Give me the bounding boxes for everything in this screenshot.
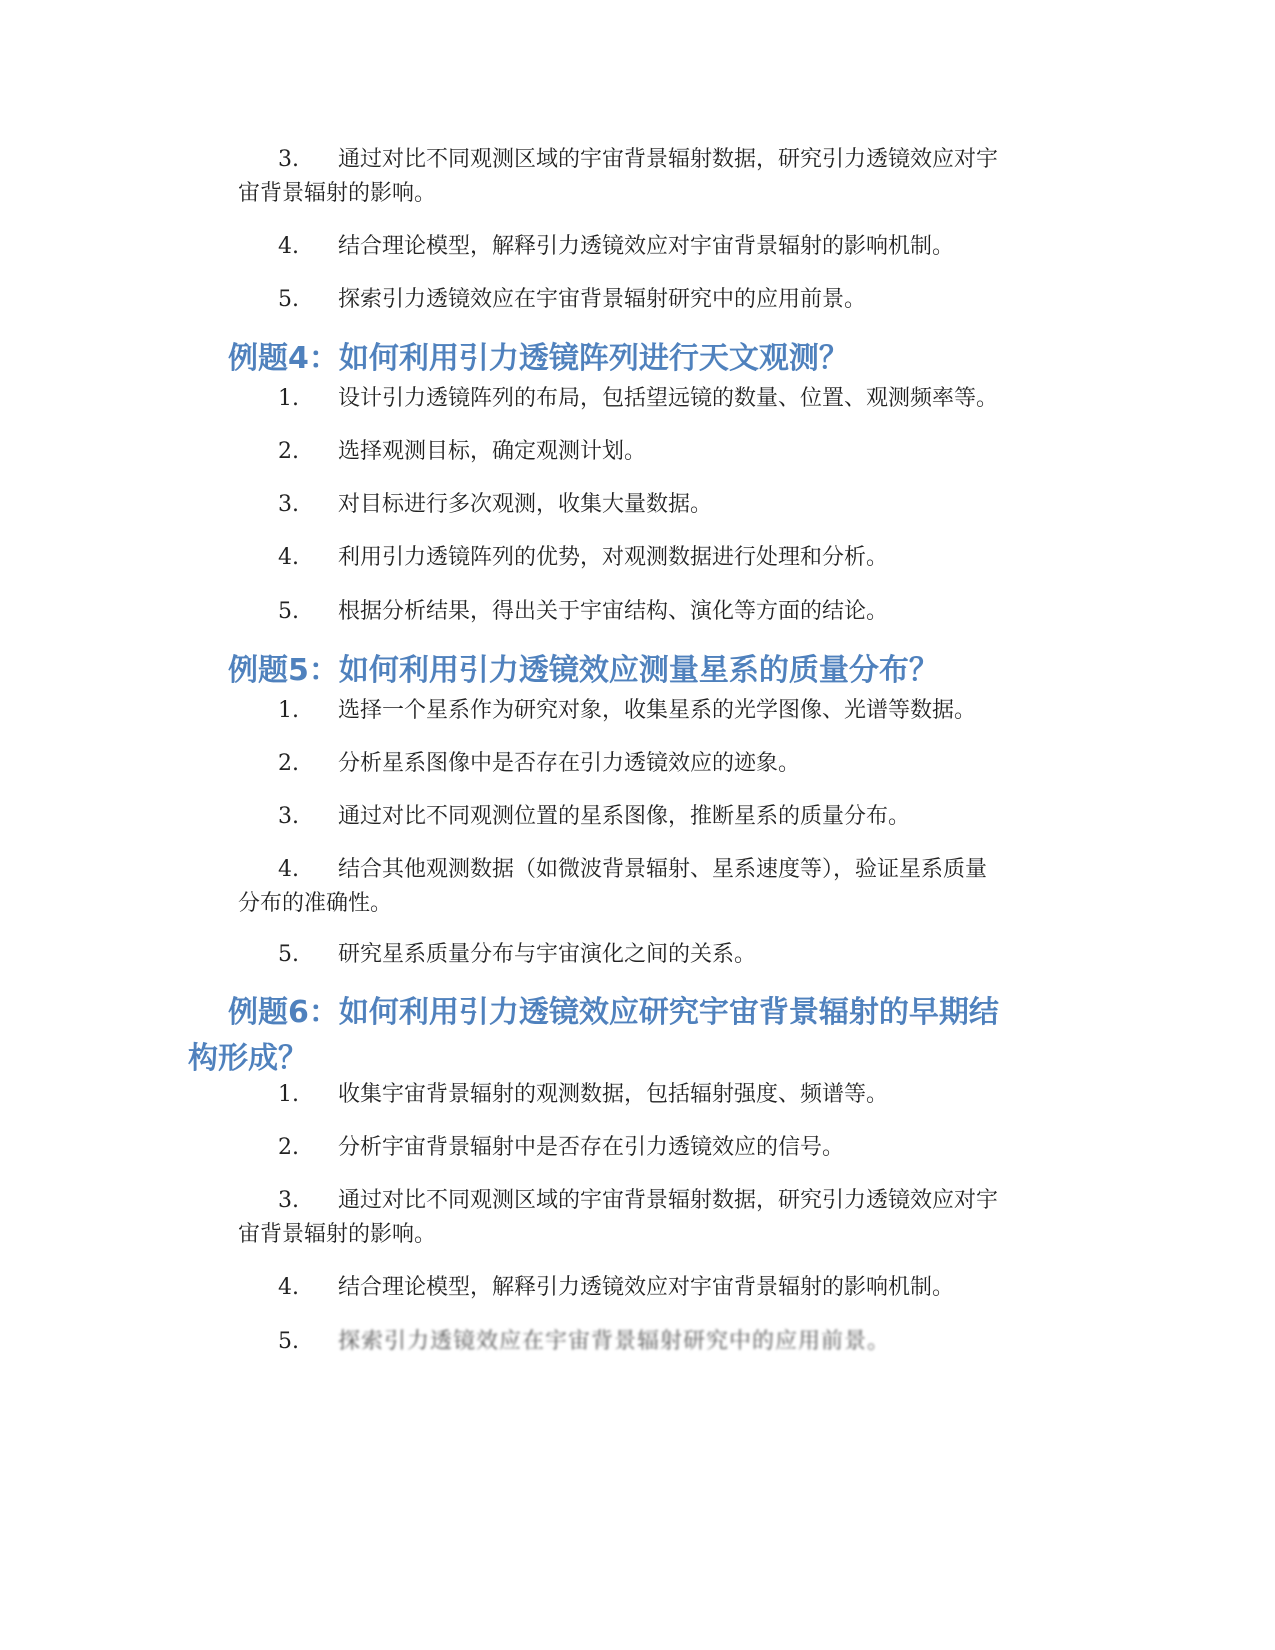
item-number: 5. xyxy=(278,942,299,967)
item-text: 选择观测目标，确定观测计划。 xyxy=(338,439,647,464)
item-text: 对目标进行多次观测，收集大量数据。 xyxy=(338,492,713,517)
item-number: 3. xyxy=(278,804,299,829)
item-number: 3. xyxy=(278,1188,299,1213)
item-text: 通过对比不同观测区域的宇宙背景辐射数据，研究引力透镜效应对宇 xyxy=(338,1188,999,1213)
item-text: 结合理论模型，解释引力透镜效应对宇宙背景辐射的影响机制。 xyxy=(338,1275,955,1300)
item-text: 选择一个星系作为研究对象，收集星系的光学图像、光谱等数据。 xyxy=(338,698,977,723)
item-number: 1. xyxy=(278,1082,299,1107)
example-5-heading: 例题5：如何利用引力透镜效应测量星系的质量分布？ xyxy=(228,653,939,688)
item-text: 通过对比不同观测区域的宇宙背景辐射数据，研究引力透镜效应对宇 xyxy=(338,147,999,172)
item-number: 3. xyxy=(278,492,299,517)
example-4-heading: 例题4：如何利用引力透镜阵列进行天文观测？ xyxy=(228,341,849,376)
item-number: 5. xyxy=(278,1329,299,1354)
item-text: 根据分析结果，得出关于宇宙结构、演化等方面的结论。 xyxy=(338,599,889,624)
item-text: 收集宇宙背景辐射的观测数据，包括辐射强度、频谱等。 xyxy=(338,1082,889,1107)
item-number: 1. xyxy=(278,386,299,411)
item-text: 结合其他观测数据（如微波背景辐射、星系速度等），验证星系质量 xyxy=(338,857,988,882)
item-text: 利用引力透镜阵列的优势，对观测数据进行处理和分析。 xyxy=(338,545,889,570)
item-number: 4. xyxy=(278,1275,299,1300)
item-number: 4. xyxy=(278,234,299,259)
item-text: 通过对比不同观测位置的星系图像，推断星系的质量分布。 xyxy=(338,804,911,829)
item-number: 4. xyxy=(278,545,299,570)
heading-line-continuation: 构形成？ xyxy=(188,1041,308,1076)
item-number: 2. xyxy=(278,1135,299,1160)
item-text-continuation: 分布的准确性。 xyxy=(238,891,393,916)
item-text: 研究星系质量分布与宇宙演化之间的关系。 xyxy=(338,942,757,967)
item-text-blurred: 探索引力透镜效应在宇宙背景辐射研究中的应用前景。 xyxy=(338,1329,891,1354)
example-6-heading xyxy=(188,990,1128,1076)
item-text-continuation: 宙背景辐射的影响。 xyxy=(238,1222,437,1247)
item-text: 设计引力透镜阵列的布局，包括望远镜的数量、位置、观测频率等。 xyxy=(338,386,999,411)
item-text: 探索引力透镜效应在宇宙背景辐射研究中的应用前景。 xyxy=(338,287,867,312)
item-text: 结合理论模型，解释引力透镜效应对宇宙背景辐射的影响机制。 xyxy=(338,234,955,259)
item-number: 2. xyxy=(278,751,299,776)
item-text-continuation: 宙背景辐射的影响。 xyxy=(238,181,437,206)
item-number: 2. xyxy=(278,439,299,464)
item-text: 分析星系图像中是否存在引力透镜效应的迹象。 xyxy=(338,751,801,776)
item-number: 5. xyxy=(278,599,299,624)
heading-line: 例题6：如何利用引力透镜效应研究宇宙背景辐射的早期结 xyxy=(228,995,999,1030)
item-number: 1. xyxy=(278,698,299,723)
item-number: 4. xyxy=(278,857,299,882)
item-number: 3. xyxy=(278,147,299,172)
item-text: 分析宇宙背景辐射中是否存在引力透镜效应的信号。 xyxy=(338,1135,845,1160)
item-number: 5. xyxy=(278,287,299,312)
